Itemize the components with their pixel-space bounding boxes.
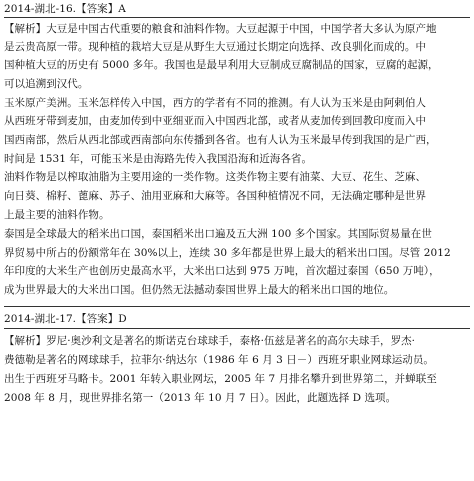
q16-line-10: 向日葵、棉籽、蓖麻、苏子、油用亚麻和大麻等。各国种植情况不同，无法确定哪种是世界 (4, 190, 426, 202)
q17-line-3: 出生于西班牙马略卡。2001 年转入职业网坛，2005 年 7 月排名攀升到世界第二，并蝉联至 (4, 373, 437, 385)
q17-divider (4, 328, 470, 329)
q17-line-4: 2008 年 8 月，现世界排名第一（2013 年 10 月 7 日）。因此，此题选择 D 选项。 (4, 392, 397, 404)
q16-line-7: 国西南部，然后从西北部或西南部向东传播到各省。也有人认为玉米最早传到我国的是广西， (4, 134, 437, 146)
q16-line-1: 【解析】大豆是中国古代重要的粮食和油料作物。大豆起源于中国，中国学者大多认为原产地 (4, 23, 437, 35)
q16-line-9: 油料作物是以榨取油脂为主要用途的一类作物。这类作物主要有油菜、大豆、花生、芝麻、 (4, 171, 426, 183)
q17-line-1: 【解析】罗尼·奥沙利文是著名的斯诺克台球球手，泰格·伍兹是著名的高尔夫球手，罗杰· (4, 335, 416, 347)
q17-line-2: 费德勒是著名的网球球手，拉菲尔·纳达尔（1986 年 6 月 3 日－）西班牙职业网球运动员。 (4, 354, 434, 366)
q16-divider (4, 17, 470, 18)
q16-line-12: 泰国是全球最大的稻米出口国，泰国稻米出口遍及五大洲 100 多个国家。其国际贸易量在世 (4, 228, 432, 240)
q16-header: 2014-湖北-16.【答案】A (4, 3, 126, 15)
q16-line-4: 可以追溯到汉代。 (4, 78, 89, 90)
q16-line-3: 国种植大豆的历史有 5000 多年。我国也是最早利用大豆制成豆腐制品的国家，豆腐的起源， (4, 59, 439, 71)
q16-line-8: 时间是 1531 年，可能玉米是由海路先传入我国沿海和近海各省。 (4, 153, 312, 165)
q16-line-5: 玉米原产美洲。玉米怎样传入中国，西方的学者有不同的推测。有人认为玉米是由阿剌伯人 (4, 97, 426, 109)
q16-line-14: 年印度的大米生产也创历史最高水平，大米出口达到 975 万吨，首次超过泰国（650 万吨）， (4, 265, 440, 277)
section-divider (4, 306, 470, 307)
q16-line-6: 从西班牙带到麦加，由麦加传到中亚细亚而入中国西北部，或者从麦加传到回教印度而入中 (4, 115, 426, 127)
q17-header: 2014-湖北-17.【答案】D (4, 313, 127, 325)
q16-line-15: 成为世界最大的大米出口国。但仍然无法撼动泰国世界上最大的稻米出口国的地位。 (4, 284, 395, 296)
q16-line-13: 界贸易中所占的份额常年在 30%以上，连续 30 多年都是世界上最大的稻米出口国。尽管 2012 (4, 247, 451, 259)
q16-line-2: 是云贵高原一带。现种植的栽培大豆是从野生大豆通过长期定向选择、改良驯化而成的。中 (4, 41, 426, 53)
q16-line-11: 上最主要的油料作物。 (4, 209, 110, 221)
